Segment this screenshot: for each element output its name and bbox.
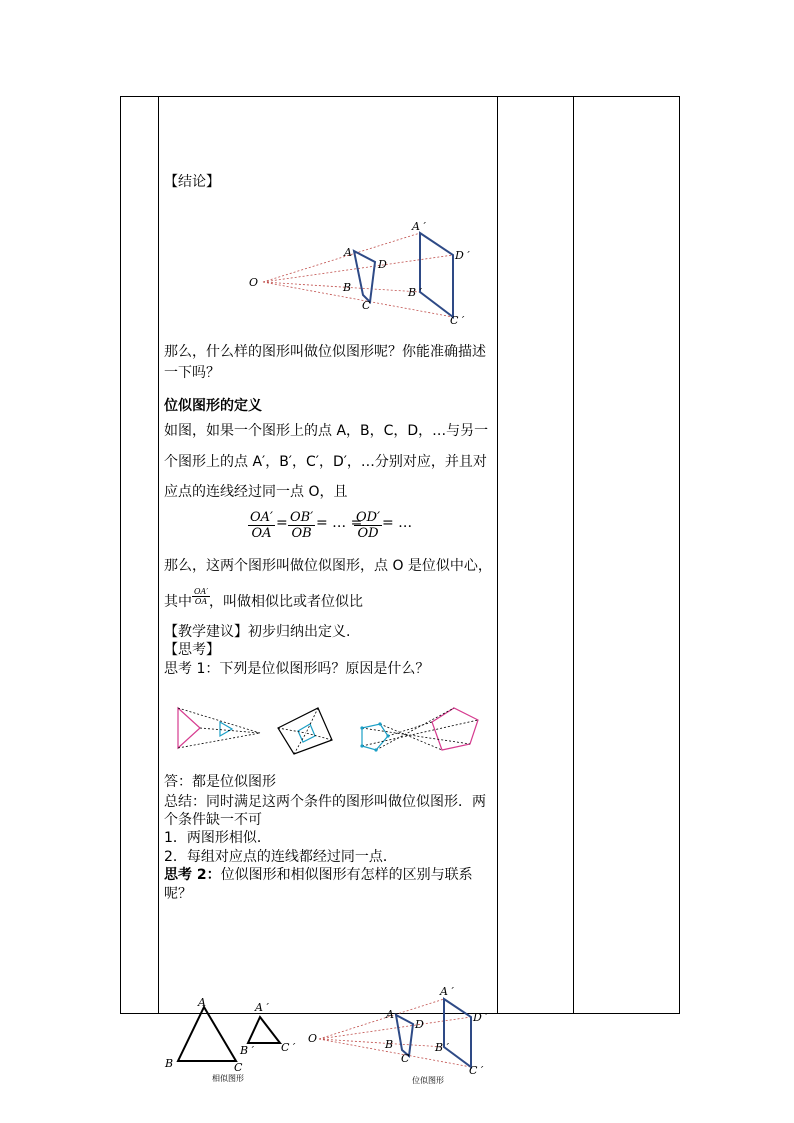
fraction-OD: $\frac{OD'}{OD}$: [356, 510, 381, 541]
table-border-col1: [158, 96, 159, 1014]
thinking-question-2-text: 位似图形和相似图形有怎样的区别与联系: [220, 867, 473, 883]
question-line-2: 一下吗？: [164, 365, 220, 381]
thinking-question-2-cont: 呢？: [164, 886, 192, 902]
homothetic-caption: 位似图形: [412, 1076, 444, 1085]
label-A: A: [344, 246, 352, 259]
table-border-right: [679, 96, 680, 1014]
sim-label-C-prime: C ′: [281, 1041, 296, 1054]
thinking-question-2-label: 思考 2：: [164, 867, 221, 883]
homothetic-figure-bottom: [305, 985, 495, 1090]
sim-label-C: C: [234, 1061, 243, 1074]
sim-label-B-prime: B ′: [240, 1044, 255, 1057]
similar-caption: 相似图形: [212, 1074, 244, 1083]
definition-heading: 位似图形的定义: [164, 398, 262, 414]
sim-label-B: B: [165, 1057, 174, 1070]
example-triangles: [178, 708, 260, 748]
definition-line-1: 如图，如果一个图形上的点 A，B，C，D，…与另一: [164, 423, 489, 439]
table-border-col3: [573, 96, 574, 1014]
example-nested-quads: [278, 708, 332, 754]
thinking-heading: 【思考】: [164, 642, 220, 658]
thinking-question-1: 思考 1：下列是位似图形吗？原因是什么？: [164, 661, 430, 677]
sim-label-A-prime: A ′: [255, 1001, 269, 1014]
sim-label-A: A: [198, 996, 206, 1009]
formula-eq-1: =: [276, 515, 288, 531]
hom-label-C: C: [401, 1052, 410, 1065]
summary-line-1: 总结：同时满足这两个条件的图形叫做位似图形．两: [164, 794, 486, 810]
table-border-left: [120, 96, 121, 1014]
hom-label-C-prime: C ′: [469, 1064, 484, 1077]
similar-triangles-figure: [160, 995, 300, 1085]
hom-label-A-prime: A ′: [440, 985, 454, 998]
condition-1: 1．两图形相似．: [164, 830, 271, 846]
label-C: C: [362, 299, 371, 312]
definition-line-4: 那么，这两个图形叫做位似图形，点 O 是位似中心，: [164, 558, 492, 574]
question-line-1: 那么，什么样的图形叫做位似图形呢？你能准确描述: [164, 344, 486, 360]
condition-2: 2．每组对应点的连线都经过同一点．: [164, 849, 397, 865]
label-D-prime: D ′: [455, 249, 470, 262]
conclusion-heading: 【结论】: [164, 174, 220, 190]
thinking-answer: 答：都是位似图形: [164, 774, 276, 790]
hom-label-D: D: [415, 1018, 424, 1031]
definition-line-2: 个图形上的点 A′，B′，C′，D′，…分别对应，并且对: [164, 454, 487, 470]
definition-line-3: 应点的连线经过同一点 O，且: [164, 484, 348, 500]
label-D: D: [378, 258, 387, 271]
example-figures: [170, 700, 490, 765]
hom-label-O: O: [308, 1032, 318, 1045]
thinking-question-2: [164, 865, 473, 885]
fraction-OA: $\frac{OA'}{OA}$: [250, 510, 273, 541]
table-border-top: [120, 96, 680, 97]
label-B: B: [343, 281, 352, 294]
definition-line-5-pre: 其中: [164, 594, 192, 610]
large-quadrilateral: [420, 233, 453, 317]
homothety-figure: [245, 218, 485, 328]
teaching-tip: 【教学建议】初步归纳出定义.: [164, 624, 351, 640]
formula-eq-3: = …: [382, 515, 413, 531]
label-B-prime: B ′: [408, 286, 423, 299]
summary-line-2: 个条件缺一不可: [164, 812, 262, 828]
table-border-col2: [497, 96, 498, 1014]
label-O: O: [249, 276, 259, 289]
fraction-OB: $\frac{OB'}{OB}$: [290, 510, 314, 541]
hom-label-B: B: [385, 1038, 394, 1051]
hom-label-D-prime: D ′: [473, 1011, 488, 1024]
small-quadrilateral: [354, 251, 375, 302]
label-C-prime: C ′: [450, 314, 465, 327]
hom-label-B-prime: B ′: [435, 1041, 450, 1054]
hom-label-A: A: [386, 1008, 394, 1021]
label-A-prime: A ′: [412, 220, 426, 233]
fraction-ratio-small: $\frac{OA'}{OA}$: [194, 587, 209, 606]
example-pentagons: [360, 708, 478, 752]
formula-eq-2: = … =: [316, 515, 363, 531]
definition-line-5-post: ，叫做相似比或者位似比: [209, 594, 363, 610]
